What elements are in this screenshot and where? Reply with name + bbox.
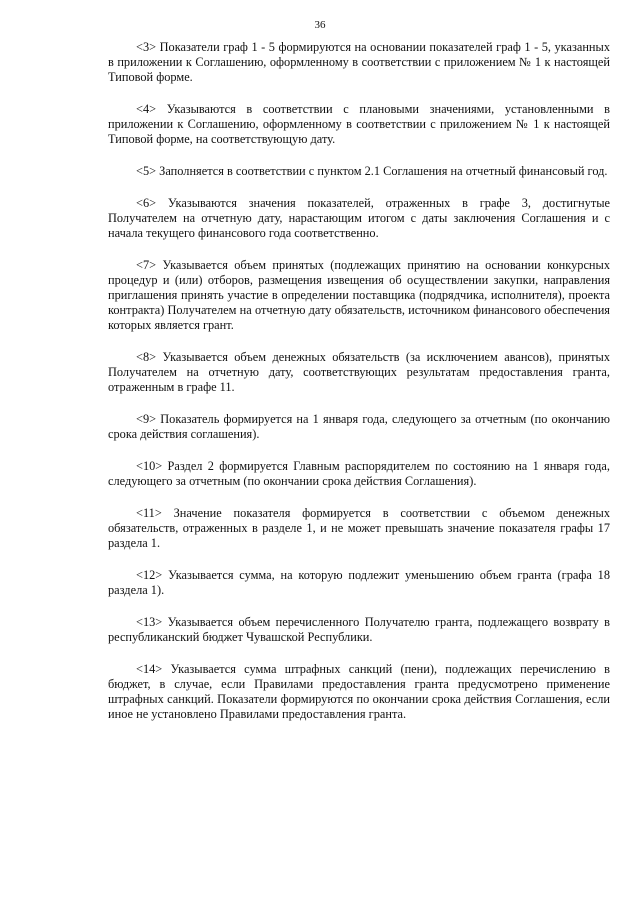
- footnote-13: <13> Указывается объем перечисленного Получателю гранта, подлежащего возврату в республиканский бюджет Чувашской Республики.: [108, 615, 610, 644]
- footnote-11: <11> Значение показателя формируется в соответствии с объемом денежных обязательств, отраженных в разделе 1, и не может превышать значение показателя графы 17 раздела 1.: [108, 506, 610, 550]
- footnote-12: <12> Указывается сумма, на которую подлежит уменьшению объем гранта (графа 18 раздела 1).: [108, 568, 610, 597]
- footnote-10: <10> Раздел 2 формируется Главным распорядителем по состоянию на 1 января года, следующего за отчетным (по окончании срока действия Соглашения).: [108, 459, 610, 488]
- footnote-4: <4> Указываются в соответствии с плановыми значениями, установленными в приложении к Соглашению, оформленному в соответствии с приложением № 1 к настоящей Типовой форме, на соответствующую дату.: [108, 102, 610, 146]
- footnote-9: <9> Показатель формируется на 1 января года, следующего за отчетным (по окончанию срока действия соглашения).: [108, 412, 610, 441]
- footnote-14: <14> Указывается сумма штрафных санкций (пени), подлежащих перечислению в бюджет, в случае, если Правилами предоставления гранта предусмотрено применение штрафных санкций. Показатели формируются по окончании срока действия Соглашения, если иное не установлено Правилами предоставления гранта.: [108, 662, 610, 721]
- page-number: 36: [314, 19, 326, 31]
- footnote-8: <8> Указывается объем денежных обязательств (за исключением авансов), принятых Получателем на отчетную дату, соответствующих результатам предоставления гранта, отраженным в графе 11.: [108, 350, 610, 394]
- footnote-6: <6> Указываются значения показателей, отраженных в графе 3, достигнутые Получателем на отчетную дату, нарастающим итогом с даты заключения Соглашения и с начала текущего финансового года соответственно.: [108, 196, 610, 240]
- footnote-7: <7> Указывается объем принятых (подлежащих принятию на основании конкурсных процедур и (или) отборов, размещения извещения об осуществлении закупки, направления приглашения принять участие в определении поставщика (подрядчика, исполнителя), проекта контракта) Получателем на отчетную дату обязательств, источником финансового обеспечения которых является грант.: [108, 258, 610, 332]
- footnote-3: <3> Показатели граф 1 - 5 формируются на основании показателей граф 1 - 5, указанных в приложении к Соглашению, оформленному в соответствии с приложением № 1 к настоящей Типовой форме.: [108, 40, 610, 84]
- footnote-5: <5> Заполняется в соответствии с пунктом 2.1 Соглашения на отчетный финансовый год.: [136, 164, 608, 178]
- footnotes-list: [108, 40, 610, 739]
